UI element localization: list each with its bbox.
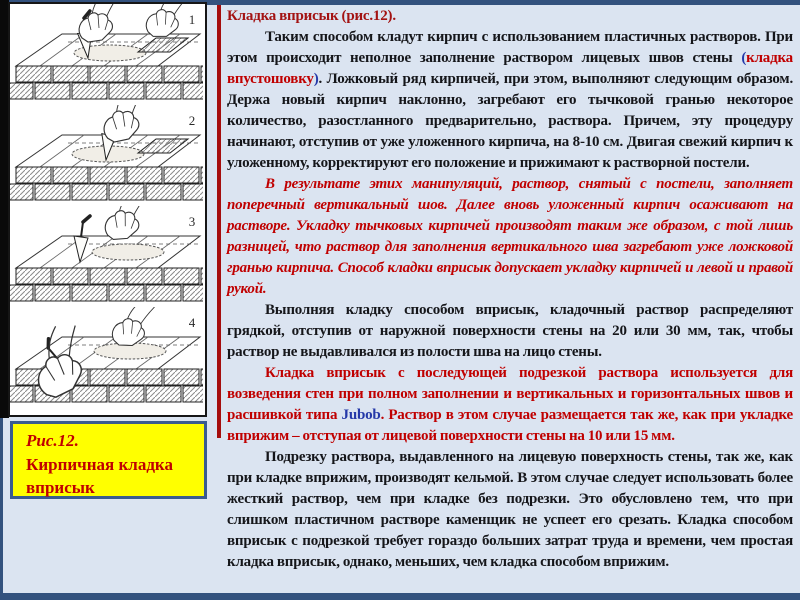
text-segment: . Ложковый ряд кирпичей, при этом, выполняют следующим образом. Держа новый кирпич наклонно, загребают его тычковой гранью некоторое количество, разостланного предварительно, раствора. Причем, эту процедуру начинают, отступив от уже уложенного кирпича, на 8-10 см. Двигая свежий кирпич к уложенному, корректируют его положение и прижимают к растворной постели.: [227, 71, 793, 171]
caption-figure-number: Рис.12.: [26, 431, 79, 450]
text-segment: . Раствор в этом случае размещается так же, как при укладке вприжим – отступая от лицевой поверхности стены на 10 или 15 мм.: [227, 407, 793, 444]
paragraph: [227, 174, 793, 300]
text-segment: ): [313, 71, 319, 87]
svg-text:2: 2: [188, 113, 196, 128]
text-segment: Таким способом кладут кирпич с использованием пластичных растворов. При этом происходит неполное заполнение раствором лицевых швов стены: [227, 29, 793, 66]
text-segment: кладка впустошовку: [227, 50, 793, 87]
text-segment: (: [741, 50, 747, 66]
figure-caption: [10, 421, 207, 499]
figure-panel: [8, 2, 207, 417]
paragraph: [227, 300, 793, 363]
red-divider-line: [217, 5, 221, 438]
text-column: [227, 6, 793, 573]
text-segment: Jubob: [341, 407, 381, 423]
svg-text:3: 3: [188, 214, 196, 229]
text-segment: В результате этих манипуляций, раствор, снятый с постели, заполняет поперечный вертикальный шов. Далее вновь уложенный кирпич осаживают на растворе. Укладку тычковых кирпичей производят таким же образом, с той лишь разницей, что раствор для заполнения вертикального шва загребают уже ложковой гранью кирпича. Способ кладки вприсык допускает укладку кирпичей и левой и правой рукой.: [227, 176, 793, 297]
bricklaying-step-illustration: [10, 206, 203, 307]
paragraph: [227, 363, 793, 447]
bricklaying-step-illustration: [10, 307, 203, 408]
paragraph: [227, 27, 793, 174]
caption-figure-title: Кирпичная кладка вприсык: [26, 455, 173, 497]
svg-text:4: 4: [188, 315, 196, 330]
bricklaying-step-illustration: [10, 105, 203, 206]
text-segment: Выполняя кладку способом вприсык, кладочный раствор распределяют грядкой, отступив от наружной поверхности стены на 20 или 30 мм, так, чтобы раствор не выдавливался из полости шва на лицо стены.: [227, 302, 793, 360]
left-edge-strip: [0, 418, 3, 600]
paragraph: [227, 447, 793, 573]
text-segment: Кладка вприсык с последующей подрезкой раствора используется для возведения стен при полном заполнении и вертикальных и горизонтальных швов и расшивкой типа: [227, 365, 793, 423]
text-segment: Подрезку раствора, выдавленного на лицевую поверхность стены, так же, как при кладке вприжим, производят кельмой. В этом случае следует использовать более жесткий раствор, чем при кладке без подрезки. Это обусловлено тем, что при слишком пластичном растворе каменщик не успеет его срезать. Кладка способом вприсык с подрезкой требует гораздо больших затрат труда и времени, чем простая кладка вприсык, однако, меньших, чем кладка способом вприжим.: [227, 449, 793, 570]
bottom-border-bar: [0, 593, 800, 600]
bricklaying-step-illustration: [10, 4, 203, 105]
page-title: Кладка вприсык (рис.12).: [227, 8, 396, 24]
svg-text:1: 1: [188, 12, 196, 27]
